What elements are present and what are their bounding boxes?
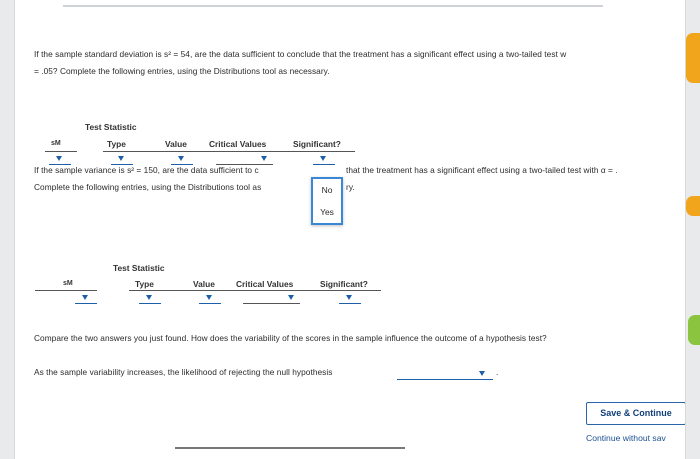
q3-period: . [496,367,499,377]
t1-significant-header: Significant? [293,139,341,149]
t2-type-header: Type [135,279,154,289]
edge-tab-green[interactable] [688,315,700,345]
q2-line2-right: ry. [346,182,355,192]
q1-line1: If the sample standard deviation is s² = 54, are the data sufficient to conclude that the treatment has a significant effect using a two-tailed test w [34,49,567,59]
chevron-down-icon [178,156,184,161]
question-page [14,0,686,459]
chevron-down-icon [346,295,352,300]
hypothesis-likelihood-dropdown[interactable] [397,370,493,380]
edge-tab-orange[interactable] [686,33,700,83]
t1-type-header: Type [107,139,126,149]
t2-critical-values-header: Critical Values [236,279,294,289]
t2-sm-dropdown[interactable] [75,293,97,304]
t1-header-rule [103,151,355,152]
t2-test-statistic-header: Test Statistic [113,263,165,273]
q1-line2: = .05? Complete the following entries, using the Distributions tool as necessary. [34,66,330,76]
t2-significant-dropdown[interactable] [339,293,361,304]
chevron-down-icon [118,156,124,161]
q3-statement: As the sample variability increases, the likelihood of rejecting the null hypothesis [34,367,333,377]
chevron-down-icon [320,156,326,161]
chevron-down-icon [82,295,88,300]
q2-line1-right: that the treatment has a significant effect using a two-tailed test with α = . [346,165,618,175]
t2-type-dropdown[interactable] [139,293,161,304]
significant-options-popup [311,177,343,225]
t1-test-statistic-header: Test Statistic [85,122,137,132]
chevron-down-icon [261,156,267,161]
t1-sm-header: sM [51,140,61,147]
q3-prompt: Compare the two answers you just found. How does the variability of the scores in the sample influence the outcome of a hypothesis test? [34,333,547,343]
chevron-down-icon [479,371,485,376]
t1-value-header: Value [165,139,187,149]
chevron-down-icon [146,295,152,300]
t2-critical-values-dropdown[interactable] [243,293,300,304]
edge-tab-orange-small[interactable] [686,196,700,216]
t1-sm-rule [45,151,77,152]
option-yes[interactable]: Yes [313,201,341,223]
t2-value-dropdown[interactable] [199,293,221,304]
chevron-down-icon [206,295,212,300]
t1-significant-dropdown[interactable] [313,154,335,165]
t1-critical-values-header: Critical Values [209,139,267,149]
q2-line1-left: If the sample variance is s² = 150, are the data sufficient to c [34,165,259,175]
q2-line2-left: Complete the following entries, using the Distributions tool as [34,182,262,192]
t2-significant-header: Significant? [320,279,368,289]
continue-without-saving-link[interactable]: Continue without sav [586,433,666,443]
option-no[interactable]: No [321,185,333,195]
chevron-down-icon [56,156,62,161]
t2-sm-rule [35,290,97,291]
t2-value-header: Value [193,279,215,289]
t2-header-rule [129,290,381,291]
t2-sm-header: sM [63,280,73,287]
top-divider [63,5,603,7]
save-continue-button[interactable]: Save & Continue [586,402,686,425]
chevron-down-icon [288,295,294,300]
bottom-divider [175,447,405,449]
